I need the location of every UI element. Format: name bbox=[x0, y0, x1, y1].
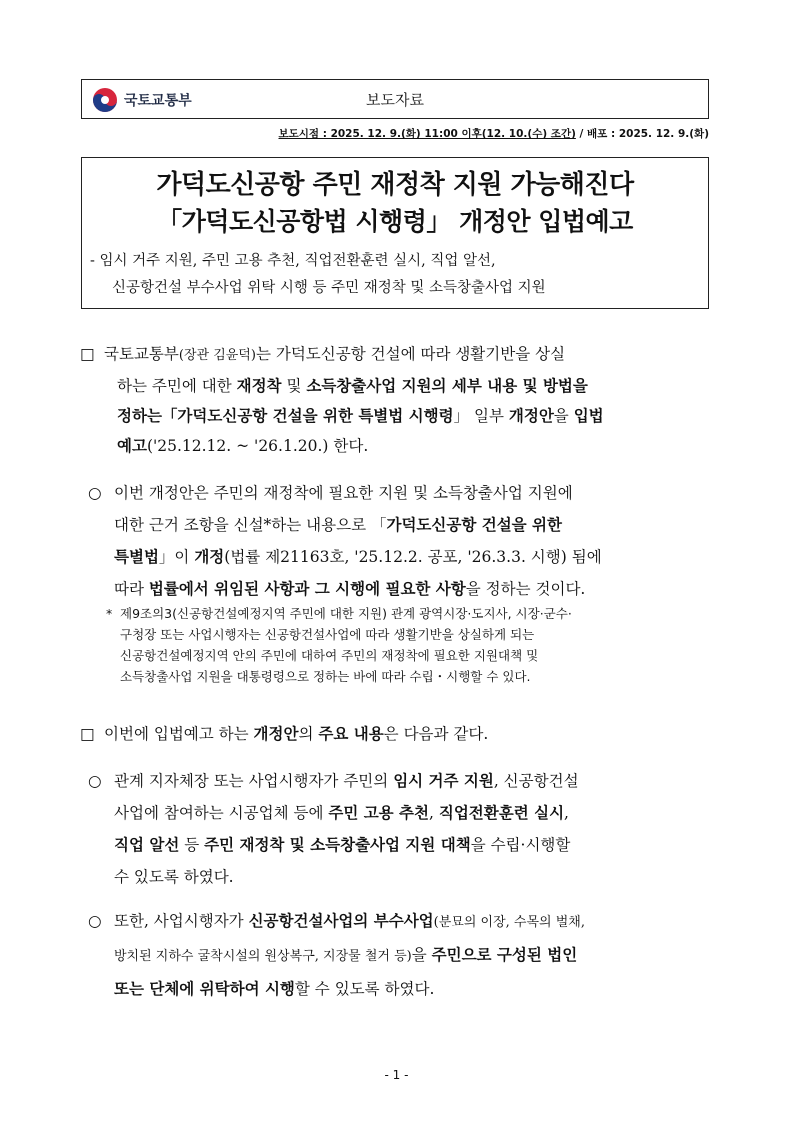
text: 」이 bbox=[158, 548, 195, 566]
section-2-bullet-2 bbox=[88, 905, 720, 1005]
text: , 신공항건설 bbox=[493, 772, 579, 790]
emphasis: 주민 재정착 및 소득창출사업 지원 대책 bbox=[204, 836, 471, 854]
text: 을 수립·시행할 bbox=[470, 836, 571, 854]
footnote bbox=[106, 603, 720, 687]
emphasis: 개정안 bbox=[253, 725, 299, 743]
circle-bullet-icon: ○ bbox=[88, 484, 102, 502]
sub-headline: 「가덕도신공항법 시행령」 개정안 입법예고 bbox=[157, 207, 633, 236]
text: 관계 지자체장 또는 사업시행자가 주민의 bbox=[114, 772, 394, 790]
text: 을 bbox=[411, 946, 432, 964]
emphasis: 가덕도신공항 건설을 위한 bbox=[386, 516, 562, 534]
press-release-label: 보도자료 bbox=[366, 91, 424, 109]
text: 이번에 입법예고 하는 bbox=[104, 725, 254, 743]
text: 수 있도록 하였다. bbox=[114, 868, 234, 886]
summary bbox=[90, 248, 546, 302]
text: 등 bbox=[179, 836, 205, 854]
text: 따라 bbox=[114, 580, 149, 598]
square-bullet-icon: □ bbox=[80, 725, 95, 743]
emphasis: 개정안 bbox=[508, 407, 554, 425]
emphasis: 재정착 bbox=[236, 377, 282, 395]
ministry-name: 국토교통부 bbox=[124, 93, 192, 109]
text: 의 bbox=[298, 725, 319, 743]
emphasis: 또는 단체에 위탁하여 시행 bbox=[114, 980, 295, 998]
emphasis: 직업 알선 bbox=[114, 836, 180, 854]
text: 방치된 지하수 굴착시설의 원상복구, 지장물 철거 등) bbox=[114, 949, 412, 964]
summary-line-2: 신공항건설 부수사업 위탁 시행 등 주민 재정착 및 소득창출사업 지원 bbox=[112, 280, 546, 296]
emphasis: 개정 bbox=[194, 548, 225, 566]
text: (분묘의 이장, 수목의 벌채, bbox=[433, 915, 585, 930]
emphasis: 법률에서 위임된 사항과 그 시행에 필요한 사항 bbox=[148, 580, 466, 598]
footnote-line: 구청장 또는 사업시행자는 신공항건설사업에 따라 생활기반을 상실하게 되는 bbox=[120, 627, 535, 642]
distribution-date: / 배포 : 2025. 12. 9.(화) bbox=[575, 128, 709, 140]
square-bullet-icon: □ bbox=[80, 345, 95, 363]
release-meta bbox=[278, 126, 709, 141]
emphasis: 소득창출사업 지원의 세부 내용 및 방법을 bbox=[306, 377, 588, 395]
text: 대한 근거 조항을 신설*하는 내용으로 「 bbox=[114, 516, 387, 534]
footnote-line: 신공항건설예정지역 안의 주민에 대하여 주민의 재정착에 필요한 지원대책 및 bbox=[120, 648, 539, 663]
text: , bbox=[564, 804, 569, 822]
text: 을 정하는 것이다. bbox=[465, 580, 586, 598]
emphasis: 예고 bbox=[117, 437, 147, 455]
section-2 bbox=[80, 719, 720, 749]
text: 또한, 사업시행자가 bbox=[114, 912, 249, 930]
text: ('25.12.12. ~ '26.1.20.) 한다. bbox=[146, 437, 369, 455]
footnote-line: 소득창출사업 지원을 대통령령으로 정하는 바에 따라 수립・시행할 수 있다. bbox=[120, 669, 531, 684]
text: (법률 제21163호, '25.12.2. 공포, '26.3.3. 시행) 됨에 bbox=[224, 548, 602, 566]
footnote-line: 제9조의3(신공항건설예정지역 주민에 대한 지원) 관계 광역시장·도지사, 시장·군수· bbox=[120, 606, 572, 621]
emphasis: 직업전환훈련 실시 bbox=[438, 804, 565, 822]
emphasis: 신공항건설사업의 부수사업 bbox=[248, 912, 434, 930]
headline: 가덕도신공항 주민 재정착 지원 가능해진다 bbox=[156, 170, 634, 200]
emphasis: 주민으로 구성된 법인 bbox=[431, 946, 578, 964]
emphasis: 주요 내용 bbox=[318, 725, 384, 743]
text: 을 bbox=[553, 407, 574, 425]
circle-bullet-icon: ○ bbox=[88, 912, 102, 930]
text: 및 bbox=[281, 377, 307, 395]
section-1 bbox=[80, 339, 720, 461]
release-timing: 보도시점 : 2025. 12. 9.(화) 11:00 이후(12. 10.(수) 조간) bbox=[278, 128, 576, 140]
text: 하는 주민에 대한 bbox=[117, 377, 237, 395]
section-1-bullet bbox=[88, 477, 720, 605]
text: , bbox=[429, 804, 439, 822]
emphasis: 정하는 bbox=[117, 407, 162, 425]
title-box bbox=[81, 157, 709, 309]
page-number: - 1 - bbox=[384, 1068, 409, 1082]
press-header bbox=[81, 79, 709, 119]
law-title: 「가덕도신공항 건설을 위한 특별법 시행령 bbox=[161, 407, 454, 425]
text: 국토교통부 bbox=[104, 345, 179, 363]
asterisk-mark: * bbox=[106, 606, 113, 621]
summary-line-1: - 임시 거주 지원, 주민 고용 추천, 직업전환훈련 실시, 직업 알선, bbox=[90, 253, 496, 269]
section-2-bullet-1 bbox=[88, 765, 720, 893]
emphasis: 입법 bbox=[573, 407, 604, 425]
text: 이번 개정안은 주민의 재정착에 필요한 지원 및 소득창출사업 지원에 bbox=[114, 484, 573, 502]
circle-bullet-icon: ○ bbox=[88, 772, 102, 790]
text: 할 수 있도록 하였다. bbox=[294, 980, 435, 998]
text: 은 다음과 같다. bbox=[383, 725, 489, 743]
text: (장관 김윤덕) bbox=[178, 348, 256, 363]
text: 는 가덕도신공항 건설에 따라 생활기반을 상실 bbox=[255, 345, 566, 363]
emphasis: 주민 고용 추천 bbox=[328, 804, 429, 822]
text: 」 일부 bbox=[453, 407, 509, 425]
emphasis: 특별법 bbox=[114, 548, 159, 566]
text: 사업에 참여하는 시공업체 등에 bbox=[114, 804, 329, 822]
emphasis: 임시 거주 지원 bbox=[393, 772, 494, 790]
